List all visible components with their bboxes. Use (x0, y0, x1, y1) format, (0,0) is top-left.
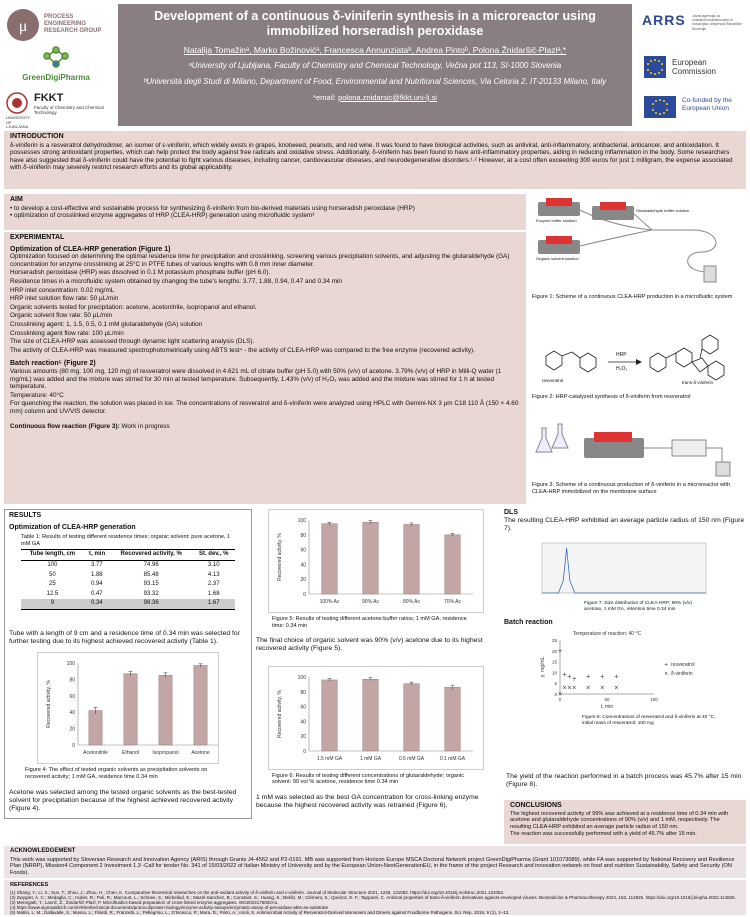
batch-line: Temperature: 40°C (10, 391, 64, 399)
aim-item: • to develop a cost-effective and sustainable process for synthesizing δ-viniferin from bio-derived materials using horseradish peroxidase (HRP) (10, 204, 415, 212)
figure-3-caption: Figure 3: Scheme of a continuous production of δ-viniferin in a microreactor with CLEA-HRP immobilized on the membrane surface (532, 482, 731, 495)
acknowledgement-heading: ACKNOWLEDGEMENT (10, 848, 76, 854)
table-1 (21, 549, 235, 610)
x-tick-label: 1.5 mM GA (316, 755, 343, 762)
greendigi-logo: GreenDigiPharma (6, 46, 106, 86)
figure-1-scheme: Enzyme buffer solution Glutaraldehyde buffer solution Organic solvent solution (532, 196, 746, 290)
data-point: + (585, 673, 591, 681)
clea-line: Organic solvent flow rate: 50 µL/min (10, 312, 113, 320)
batch-result-text: The yield of the reaction performed in a batch process was 45.7% after 15 min (Figure 8). (506, 773, 742, 789)
clea-line: Horseradish peroxidase (HRP) was dissolved in 0.1 M potassium phosphate buffer (pH 6.0). (10, 269, 271, 277)
x-tick-label: 70% Ac (444, 599, 461, 605)
references-heading: REFERENCES (10, 882, 49, 888)
syringe-pump-icon (538, 198, 580, 216)
figure-7-caption: Figure 7: Size distribution of CLEA-HRP; 90% (v/v) acetone, 1 mM GA, retention time 0.34 min (584, 601, 692, 613)
clea-heading: Optimization of CLEA-HRP generation (Figure 1) (10, 245, 171, 253)
data-point: × (585, 684, 591, 692)
introduction-text: δ-viniferin is a resveratrol dehydrodimer, an isomer of ε-viniferin, which widely exists in grapes, knotweed, peanuts, and red wine. It was found to have biological activities, such as antiviral, anti-inflammatory, antibacterial, anticancer, and antioxidation. It possesses strong antioxidant properties, which can help protect the body against free radicals and oxidative stress. Additionally, δ-viniferin has been found to have anti-inflammatory properties, aiding in reducing inflammation in the body. Some researchers have also suggested that δ-viniferin could have the potential to fight various diseases, including cancer, cardiovascular diseases, and neurodegenerative disorders.¹˒² However, at a cost often exceeding 300 euros for just 1 milligram, the expense associated with δ-viniferin may severely restrict research efforts and its global applicability. (10, 141, 733, 172)
continuous-line: Continuous flow reaction (Figure 3): Work in progress (10, 423, 170, 431)
legend-marker: × (664, 671, 669, 677)
introduction-section (4, 131, 746, 189)
batch-line: For quenching the reaction, the solution was placed in ice. The concentrations of resveratrol and δ-viniferin were analyzed using HPLC with Gemini-NX 3 µm C18 110 Å (150 × 4.60 mm) column and UV/VIS detector. (10, 400, 519, 415)
bar (322, 680, 338, 751)
results-column-3 (504, 509, 746, 771)
bar (445, 535, 461, 594)
svg-text:μ: μ (18, 18, 28, 35)
y-tick-label: 40 (300, 562, 306, 569)
figure-2-caption: Figure 2: HRP-catalyzed synthesis of δ-viniferin from resveratrol (532, 394, 691, 400)
table-header: Tube length, cm (21, 550, 84, 561)
affiliation-a: ᵃUniversity of Ljubljana, Faculty of Chemistry and Chemical Technology, Večna pot 113, SI-1000 Slovenia (188, 61, 562, 70)
bar (194, 666, 207, 746)
resveratrol-structure-icon (546, 351, 596, 372)
aim-item: • optimization of crosslinked enzyme aggregates of HRP (CLEA-HRP) generation using microfluidic system³ (10, 212, 315, 220)
table-1-caption: Table 1: Results of testing different residence times; organic solvent: pure acetone, 1 mM GA (21, 534, 231, 547)
figure-6-caption: Figure 6: Results of testing different concentrations of glutaraldehyde; organic solvent: 90 vol % acetone, residence time 0.34 min (272, 772, 465, 786)
y-tick-label: 80 (300, 689, 306, 696)
bar (363, 679, 379, 751)
clea-line: HRP inlet concentration: 0.02 mg/mL (10, 286, 115, 294)
flask-icon (536, 428, 552, 452)
results-column-1 (4, 509, 252, 819)
flask-icon (552, 424, 568, 448)
clea-line: The size of CLEA-HRP was assessed through dynamic light scattering analysis (DLS). (10, 338, 255, 346)
table-row: 50 1.88 85.48 4.13 (49, 571, 220, 578)
x-tick-label: 50 (604, 697, 610, 702)
x-tick-label: Acetone (191, 750, 210, 757)
fkkt-logo: FKKT Faculty of Chemistry and Chemical Technology UNIVERSITY OF LJUBLJANA (6, 92, 104, 129)
y-tick-label: 80 (69, 677, 75, 684)
reference-item: (1) Shang, Y.; Li, X.; Sun, T.; Zhou, J.; Zhou, H.; Chen, K. Comparative theoretical researches on the anti-oxidant activity of δ-viniferin and ε-viniferin. Journal of Molecular Structure 2021, 1245, 131062. https://doi.org/10.1016/j.molstruc.2021.131062. (10, 889, 505, 895)
data-point: + (562, 671, 568, 679)
figure-5-chart (268, 509, 484, 613)
process-logo-icon (6, 8, 40, 42)
email-line: *email: polona.znidarsic@fkkt.uni-lj.si (313, 93, 437, 102)
bar (89, 711, 102, 745)
x-tick-label: 80% Ac (403, 599, 420, 605)
microreactor-icon (672, 440, 706, 456)
legend-entry: δ-viniferin (671, 671, 693, 677)
conclusions-text: The highest recovered activity of 99% was achieved at a residence time of 0.34 min with acetone and glutaraldehyde concentrations of 90% (v/v) and 1 mM, respectively. The resulting CLEA-HRP exhibited an average particle radius of 150 nm. (510, 810, 729, 830)
x-axis-label: t, min (600, 704, 614, 710)
data-point: + (613, 673, 619, 681)
y-tick-label: 60 (69, 694, 75, 701)
eu-flag-icon (644, 96, 676, 118)
y-tick-label: 0 (72, 743, 75, 750)
y-tick-label: 20 (300, 733, 306, 740)
conclusions-heading: CONCLUSIONS (510, 802, 562, 809)
x-tick-label: Isopropanol (152, 750, 179, 757)
y-tick-label: 40 (69, 710, 75, 717)
bar (445, 687, 461, 751)
figure-5-caption: Figure 5: Results of testing different acetone:buffer ratios; 1 mM GA, residence time: 0.34 min (272, 616, 467, 629)
reference-item: (4) https://www.sigmaaldrich.com/HR/en/technical-documents/protocol/protein-biology/enzyme-activity-assays/enzymatic-assay-of-peroxidase-abts-as-substrate (10, 905, 329, 911)
references-section (4, 880, 746, 915)
university-seal-icon (6, 92, 28, 114)
conclusions-section (504, 800, 746, 844)
syringe-pump-icon (538, 236, 580, 254)
y-tick-label: 100 (297, 518, 306, 524)
arrs-logo: ARRS Javna agencija za znanstvenoraziskovalno in inovacijsko dejavnost Republike Slovenije (642, 12, 742, 31)
x-tick-label: 90% Ac (362, 599, 379, 605)
figure-4-svg (38, 653, 228, 763)
figure-6-svg (269, 667, 483, 769)
bar (124, 674, 137, 745)
y-tick-label: 5 (554, 681, 557, 687)
table-row: 100 3.77 74.96 3.10 (47, 561, 220, 568)
y-tick-label: 60 (300, 547, 306, 554)
aim-heading: AIM (10, 196, 23, 203)
y-tick-label: 0 (303, 748, 306, 755)
data-point: × (557, 691, 563, 698)
authors: Natalija Tomažinᵃ, Marko Božinovićᵃ, Francesca Annunziataᵇ, Andrea Pintoᵇ, Polona Žnidaršič-Plazlᵃ,* (183, 45, 567, 55)
table-row: 12.5 0.47 93.32 1.68 (46, 590, 220, 597)
y-tick-label: 40 (300, 718, 306, 725)
clea-line: Organic solvents tested for precipitation: acetone, acetonitrile, isopropanol and ethanol. (10, 303, 257, 311)
bar (159, 676, 172, 746)
table-row: 25 0.94 93.15 2.37 (49, 581, 220, 588)
poster-header (118, 4, 632, 126)
y-tick-label: 100 (297, 674, 306, 681)
table-header: Recovered activity, % (110, 550, 193, 561)
affiliation-b: ᵇUniversità degli Studi di Milano, Department of Food, Environmental and Nutritional Sciences, Via Celoria 2, IT-20133 Milano, Italy (143, 77, 607, 86)
introduction-heading: INTRODUCTION (10, 133, 64, 140)
x-tick-label: Acetonitrile (83, 750, 108, 757)
data-point: + (599, 673, 605, 681)
conclusions-text-2: The reaction was successfully performed with a yield of 45.7% after 15 min. (510, 831, 697, 838)
clea-line: Crosslinking agent: 1, 1.5, 0.5, 0.1 mM glutaraldehyde (GA) solution (10, 320, 203, 328)
results-column-2 (256, 509, 496, 819)
figure-4-chart (37, 652, 219, 764)
figure-4-caption: Figure 4: The effect of tested organic solvents as precipitation solvents on recovered activity; 1 mM GA, residence time 0.34 min (25, 767, 208, 780)
email-link[interactable]: polona.znidarsic@fkkt.uni-lj.si (338, 93, 437, 102)
batch-reaction-heading: Batch reaction (504, 619, 553, 626)
experimental-section (4, 232, 526, 504)
x-tick-label: 0 (558, 697, 562, 702)
table-header: St. dev., % (192, 550, 235, 561)
viniferin-structure-icon (650, 335, 724, 380)
clea-line: Residence times in a microfluidic system obtained by changing the tube's lengths: 3.77, 1.88, 0.94, 0.47 and 0.34 min (10, 277, 342, 285)
data-point: + (557, 647, 563, 655)
results-subheading: Optimization of CLEA-HRP generation (9, 523, 136, 531)
figure-5-svg (269, 510, 483, 612)
y-tick-label: 20 (300, 577, 306, 584)
acknowledgement-text: This work was supported by Slovenian Research and Innovation Agency (ARIS) through Grants J4-4562 and P2-0191. MB was supported from Horizon Europe MSCA Doctoral Network project GreenDigiPharma (Grant 101073089), while FA was supported by National Recovery and Resilience Plan (NRRP), Mission4 Component 2 Investment 1.3 -Call for tender No. 341 of 15/03/2022 of Italian Ministry of University and by the European Union-NextGenerationEU, in the frame of the project Research and innovation network on food and nutrition Sustainability, Safety and Security (ON Foods). (10, 856, 735, 876)
x-tick-label: 100% Ac (319, 599, 340, 605)
y-axis-label: Recovered activity, % (46, 680, 52, 729)
y-tick-label: 15 (551, 659, 557, 665)
figure-8-svg (534, 628, 734, 714)
eu-flag-icon (644, 56, 666, 78)
y-tick-label: 10 (551, 670, 557, 676)
figure-2-reaction: resveratrol HRP H₂O₂ trans-δ-viniferin (532, 328, 746, 388)
bar (404, 524, 420, 594)
data-point: × (571, 684, 577, 692)
clea-line: HRP inlet solution flow rate: 50 µL/min (10, 295, 119, 303)
figure-7-chart (534, 537, 716, 599)
poster-title: Development of a continuous δ-viniferin synthesis in a microreactor using immobilized horseradish peroxidase (154, 9, 596, 38)
figure-8-chart (534, 628, 742, 714)
y-tick-label: 25 (551, 638, 557, 643)
figure-1-caption: Figure 1: Scheme of a continuous CLEA-HRP production in a microfluidic system (532, 294, 733, 300)
figure-6-chart (268, 666, 484, 770)
batch-line: Various amounts (80 mg, 100 mg, 120 mg) of resveratrol were dissolved in 4.621 mL of citrate buffer (pH 5.0) with 50% (v/v) of acetone. 3.79% (v/v) of HRP in Milli-Q water (1 mg/mL) was added and the mixture was stirred for 30 min at tested temperature. Subsequently, 1.43% (v/v) of H₂O₂ was added and the mixture was stirred for 1 h at tested temperature. (10, 367, 502, 391)
dls-text: The resulting CLEA-HRP exhibited an average particle radius of 150 nm (Figure 7). (504, 517, 745, 533)
results-text-1: Tube with a length of 9 cm and a residence time of 0.34 min was selected for further testing due to its highest achieved recovered activity (Table 1). (9, 629, 240, 646)
dls-heading: DLS (504, 509, 518, 516)
y-tick-label: 60 (300, 704, 306, 711)
syringe-pump-icon (584, 432, 644, 458)
results-text-2: Acetone was selected among the tested organic solvents as the best-tested solvent for precipitation because of the highest achieved recovered activity (Figure 4). (9, 788, 237, 812)
y-axis-label: γ, mg/mL (540, 656, 546, 678)
clea-line: The activity of CLEA-HRP was measured spectrophotometrically using ABTS test⁴ - the activity of CLEA-HRP was compared to the free enzyme (recovered activity). (10, 346, 475, 354)
figure-8-caption: Figure 8: Concentrations of resveratrol and δ-viniferin at 40 °C, initial mass of resveratrol: 100 mg (582, 715, 716, 726)
chart-title: Temperature of reaction: 40 °C (572, 631, 642, 637)
clea-line: Crosslinking agent flow rate: 100 µL/min (10, 329, 124, 337)
ec-logo: European Commission (640, 52, 746, 86)
batch-heading: Batch reaction⁵ (Figure 2) (10, 360, 96, 368)
y-tick-label: 0 (554, 692, 557, 697)
y-tick-label: 20 (551, 648, 557, 654)
x-tick-label: 0.5 mM GA (398, 755, 425, 762)
results-text-4: 1 mM was selected as the best GA concentration for cross-linking enzyme because the highest recovered activity was retrained (Figure 6). (256, 793, 479, 809)
data-point: + (571, 675, 577, 683)
syringe-pump-icon (592, 202, 634, 220)
x-tick-label: 1 mM GA (359, 755, 382, 762)
figure-7-svg (534, 537, 714, 599)
y-axis-label: Recovered activity, % (277, 533, 283, 581)
y-tick-label: 20 (69, 726, 75, 733)
bar (322, 524, 338, 594)
acknowledgement-section (4, 846, 746, 878)
y-tick-label: 100 (66, 661, 75, 668)
results-heading: RESULTS (9, 512, 42, 519)
clea-line: Optimization focused on determining the optimal residence time for precipitation and crosslinking, screening various precipitation solvents, and adjusting the glutaraldehyde (GA) concentration for enzyme crosslinking at 25°C in PTFE tubes of various lengths with 0.8 mm inner diameter. (10, 253, 510, 268)
data-point: × (562, 684, 568, 692)
data-point: + (566, 673, 572, 681)
process-logo: μ PROCESS ENGINEERING RESEARCH GROUP (6, 8, 106, 46)
reference-item: (2) Zwygart, A. C.; Medaglia, C.; Huber, R.; Poli, R.; Marcourt, L.; Schnee, S.; Michellod, E.; Mazel-Sanchez, B.; Constant, S.; Huang, S.; Bekliz, M.; Clément, S.; Queiroz, E. F.; Tapparel, C. Antiviral properties of trans-δ-viniferin derivatives against enveloped viruses. Biomedicine & Pharmacotherapy 2023, 163, 114825. https://doi.org/10.1016/j.biopha.2023.114825. (10, 894, 736, 900)
reference-item: (5) Mattio, L. M.; Dallavalle, S.; Musso, L.; Filardi, R.; Franzetti, L.; Pellegrino, L.; D'Incecco, P.; Mora, D.; Pinto, A.; Arioli, S. Antimicrobial Activity of Resveratrol-Derived Monomers and Dimers against Foodborne Pathogens. Sci. Rep. 2019, 9 (1), 1–13. (10, 910, 510, 915)
x-tick-label: Ethanol (122, 750, 139, 757)
y-tick-label: 80 (300, 532, 306, 539)
data-point: × (566, 684, 572, 692)
results-text-3: The final choice of organic solvent was 90% (v/v) acetone due to its highest recovered activity (Figure 5). (256, 637, 483, 653)
experimental-heading: EXPERIMENTAL (10, 234, 65, 241)
bar (404, 683, 420, 750)
table-header: τ, min (84, 550, 110, 561)
data-point: × (613, 684, 619, 692)
x-tick-label: 100 (650, 697, 658, 702)
figure-3-scheme (532, 416, 746, 478)
aim-section (4, 194, 526, 230)
eu-logo: Co-funded by the European Union (640, 92, 746, 126)
legend-marker: + (664, 662, 669, 668)
legend-entry: resveratrol (671, 662, 695, 668)
reference-item: (3) Menegatti, T.; Lavrič, Ž.; Žnidaršič-Plazl, P. Microfluidics-based preparation of cross-linked enzyme aggregates. WO2023175002A1. (10, 900, 279, 905)
data-point: × (599, 684, 605, 692)
x-tick-label: 0.1 mM GA (439, 755, 466, 762)
y-tick-label: 0 (303, 592, 306, 598)
y-axis-label: Recovered activity, % (277, 689, 283, 738)
table-row-highlighted: 9 0.34 98.36 1.67 (21, 599, 235, 609)
molecule-icon (41, 46, 71, 68)
bar (363, 522, 379, 594)
